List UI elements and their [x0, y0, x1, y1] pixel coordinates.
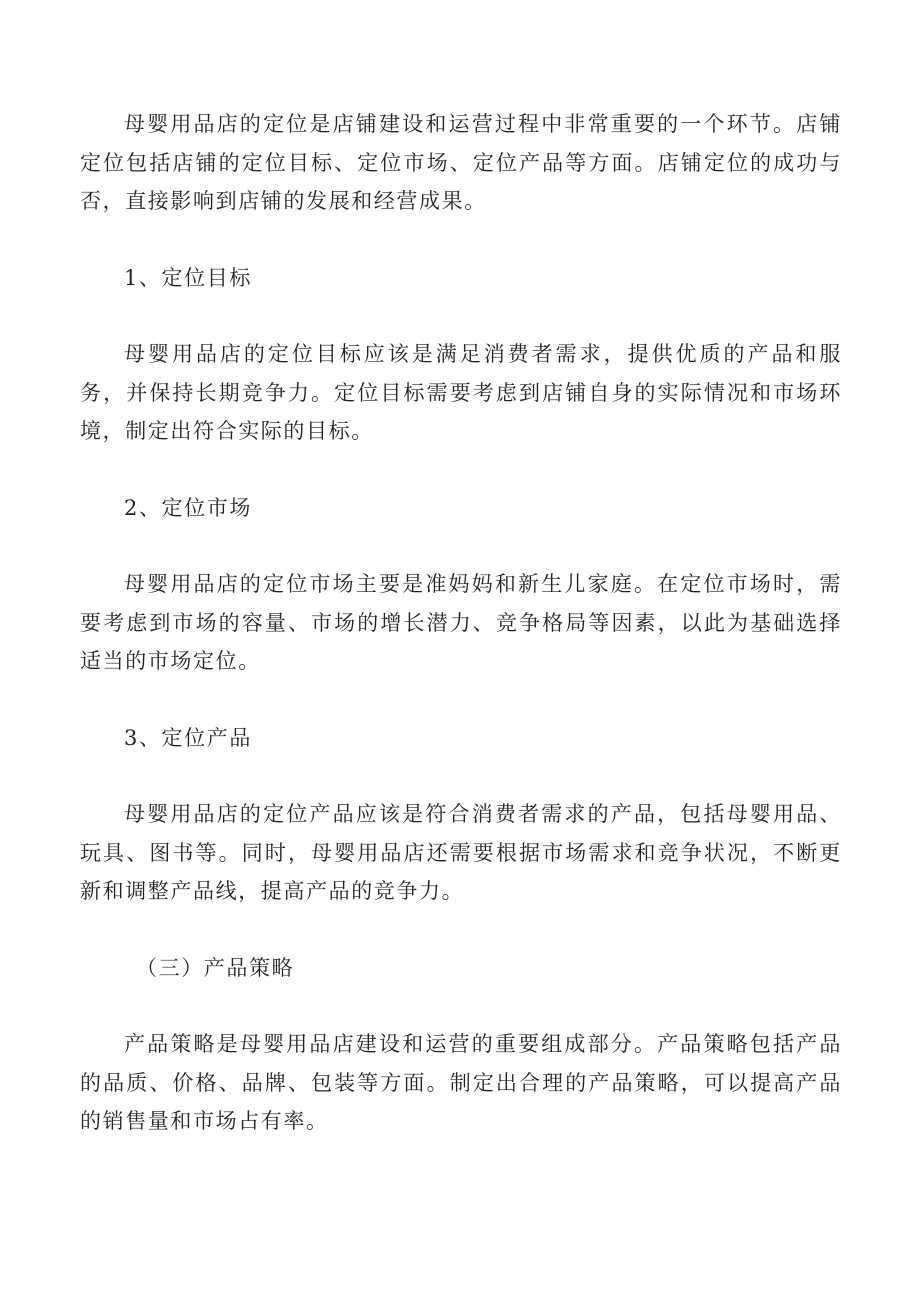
section-body-positioning-goal: 母婴用品店的定位目标应该是满足消费者需求，提供优质的产品和服务，并保持长期竞争力。定位目标需要考虑到店铺自身的实际情况和市场环境，制定出符合实际的目标。	[80, 342, 842, 443]
subsection-body-product-strategy: 产品策略是母婴用品店建设和运营的重要组成部分。产品策略包括产品的品质、价格、品牌、包装等方面。制定出合理的产品策略，可以提高产品的销售量和市场占有率。	[80, 1032, 842, 1133]
document-body	[80, 105, 842, 1179]
section-body-positioning-market: 母婴用品店的定位市场主要是准妈妈和新生儿家庭。在定位市场时，需要考虑到市场的容量、市场的增长潜力、竞争格局等因素，以此为基础选择适当的市场定位。	[80, 572, 842, 673]
subsection-heading-product-strategy: （三）产品策略	[136, 955, 295, 980]
intro-paragraph: 母婴用品店的定位是店铺建设和运营过程中非常重要的一个环节。店铺定位包括店铺的定位目标、定位市场、定位产品等方面。店铺定位的成功与否，直接影响到店铺的发展和经营成果。	[80, 112, 842, 213]
section-heading-positioning-market: 2、定位市场	[124, 495, 252, 520]
section-heading-positioning-goal: 1、定位目标	[124, 265, 252, 290]
section-body-positioning-product: 母婴用品店的定位产品应该是符合消费者需求的产品，包括母婴用品、玩具、图书等。同时，母婴用品店还需要根据市场需求和竞争状况，不断更新和调整产品线，提高产品的竞争力。	[80, 802, 842, 903]
section-heading-positioning-product: 3、定位产品	[124, 725, 252, 750]
